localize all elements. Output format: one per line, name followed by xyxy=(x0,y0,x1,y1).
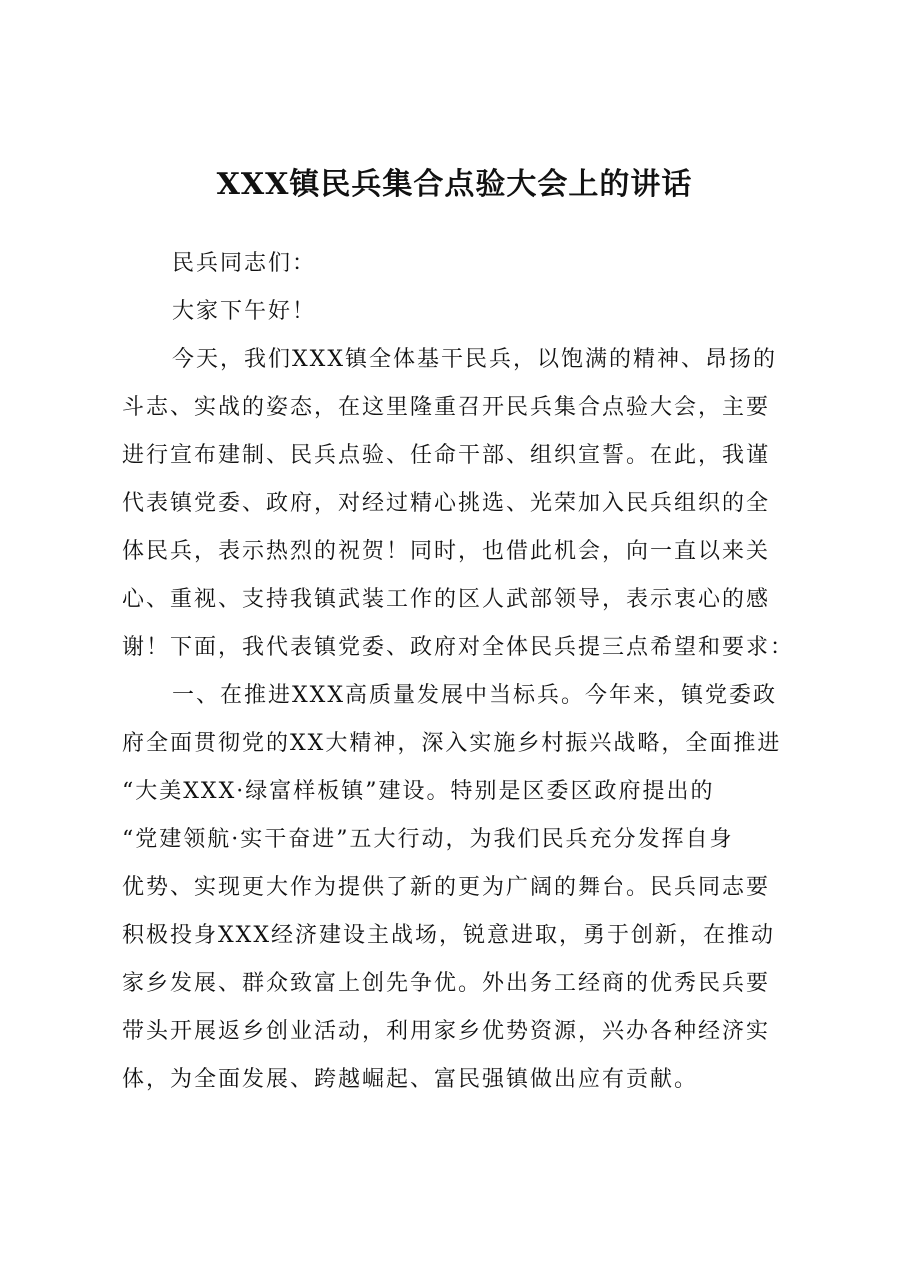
text-line: 心、重视、支持我镇武装工作的区人武部领导，表示衷心的感 xyxy=(122,587,771,612)
text-line: 带头开展返乡创业活动，利用家乡优势资源，兴办各种经济实 xyxy=(122,1019,771,1044)
text-line: 体，为全面发展、跨越崛起、富民强镇做出应有贡献。 xyxy=(122,1067,699,1092)
text-line: 一、在推进XXX高质量发展中当标兵。今年来，镇党委政 xyxy=(172,683,777,708)
text-line: 积极投身XXX经济建设主战场，锐意进取，勇于创新，在推动 xyxy=(122,923,775,948)
text-line: 优势、实现更大作为提供了新的更为广阔的舞台。民兵同志要 xyxy=(122,875,771,900)
document-body xyxy=(122,240,802,1104)
text-line: 代表镇党委、政府，对经过精心挑选、光荣加入民兵组织的全 xyxy=(122,491,771,516)
text-line: 大家下午好！ xyxy=(172,299,317,324)
text-line: 谢！下面，我代表镇党委、政府对全体民兵提三点希望和要求： xyxy=(122,635,795,660)
text-line: 斗志、实战的姿态，在这里隆重召开民兵集合点验大会，主要 xyxy=(122,395,771,420)
text-line: 府全面贯彻党的XX大精神，深入实施乡村振兴战略，全面推进 xyxy=(122,731,782,756)
document-title: XXX镇民兵集合点验大会上的讲话 xyxy=(216,167,693,202)
text-line: 今天，我们XXX镇全体基干民兵，以饱满的精神、昂扬的 xyxy=(172,347,777,372)
text-line: 家乡发展、群众致富上创先争优。外出务工经商的优秀民兵要 xyxy=(122,971,771,996)
text-line: 民兵同志们： xyxy=(172,251,317,276)
text-line: 进行宣布建制、民兵点验、任命干部、组织宣誓。在此，我谨 xyxy=(122,443,771,468)
text-line: “大美XXX·绿富样板镇”建设。特别是区委区政府提出的 xyxy=(122,779,715,804)
text-line: 体民兵，表示热烈的祝贺！同时，也借此机会，向一直以来关 xyxy=(122,539,771,564)
text-line: “党建领航·实干奋进”五大行动，为我们民兵充分发挥自身 xyxy=(122,827,734,852)
